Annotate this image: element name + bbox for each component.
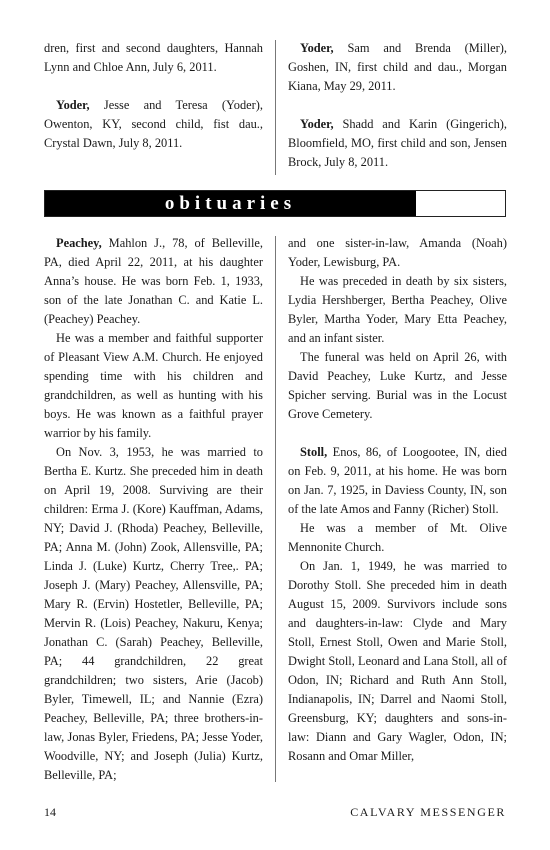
- publication-name: CALVARY MESSENGER: [350, 805, 506, 819]
- obituary-paragraph: [44, 234, 263, 329]
- births-column-left: [44, 39, 263, 153]
- obituary-paragraph: The funeral was held on April 26, with David Peachey, Luke Kurtz, and Jesse Spicher serving. Burial was in the Locust Grove Cemetery.: [288, 350, 507, 421]
- family-name: Yoder,: [300, 41, 334, 55]
- section-banner: [44, 190, 506, 217]
- obituary-name: Peachey,: [56, 236, 102, 250]
- family-name: Yoder,: [300, 117, 334, 131]
- births-column-right: [288, 39, 507, 172]
- birth-entry-text: Jesse and Teresa (Yoder), Owenton, KY, second child, fist dau., Crystal Dawn, July 8, 2011.: [44, 98, 263, 150]
- birth-entry-text: Shadd and Karin (Gingerich), Bloomfield, MO, first child and son, Jensen Brock, July 8, 2011.: [288, 117, 507, 169]
- obituaries-column-left: [44, 234, 263, 785]
- birth-entry-continued: dren, first and second daughters, Hannah Lynn and Chloe Ann, July 6, 2011.: [44, 41, 263, 74]
- birth-entry: [44, 96, 263, 153]
- page-number: 14: [44, 805, 56, 819]
- section-title: obituaries: [164, 193, 297, 214]
- obituary-paragraph: [288, 443, 507, 519]
- family-name: Yoder,: [56, 98, 90, 112]
- obituary-name: Stoll,: [300, 445, 328, 459]
- obituary-paragraph-continued: and one sister-in-law, Amanda (Noah) Yoder, Lewisburg, PA.: [288, 236, 507, 269]
- obituary-paragraph: He was preceded in death by six sisters, Lydia Hershberger, Bertha Peachey, Olive Byler, Martha Yoder, Mary Etta Peachey, and an infant sister.: [288, 274, 507, 345]
- obituary-text: Enos, 86, of Loogootee, IN, died on Feb. 9, 2011, at his home. He was born on Jan. 7, 1925, in Daviess County, IN, son of the late Amos and Fanny (Richer) Stoll.: [288, 445, 507, 516]
- birth-entry-text: Sam and Brenda (Miller), Goshen, IN, first child and dau., Morgan Kiana, May 29, 2011.: [288, 41, 507, 93]
- obituary-paragraph: On Jan. 1, 1949, he was married to Dorothy Stoll. She preceded him in death August 15, 2009. Survivors include sons and daughters-in-law: Clyde and Mary Stoll, Ernest Stoll, Owen and Marie Stoll, Dwight Stoll, Leonard and Lana Stoll, all of Odon, IN; Richard and Ruth Ann Stoll, Indianapolis, IN; Darrel and Naomi Stoll, Greensburg, KY; daughters and sons-in-law: Diann and Gary Wagler, Odon, IN; Rosann and Omar Miller,: [288, 559, 507, 763]
- obituary-paragraph: He was a member of Mt. Olive Mennonite Church.: [288, 521, 507, 554]
- column-divider-top: [275, 40, 276, 175]
- obituaries-column-right: [288, 234, 507, 766]
- birth-entry: [288, 39, 507, 96]
- obituary-text: Mahlon J., 78, of Belleville, PA, died April 22, 2011, at his daughter Anna’s house. He was born Feb. 1, 1933, son of the late Jonathan C. and Katie L. (Peachey) Peachey.: [44, 236, 263, 326]
- birth-entry: [288, 115, 507, 172]
- obituary-paragraph: On Nov. 3, 1953, he was married to Bertha E. Kurtz. She preceded him in death on April 19, 2008. Surviving are their children: Erma J. (Kore) Kauffman, Adams, NY; David J. (Rhoda) Peachey, Belleville, PA; Anna M. (John) Zook, Allensville, PA; Linda J. (Luke) Kurtz, Cherry Tree,. PA; Joseph J. (Mary) Peachey, Allensville, PA; Mary R. (Ervin) Hostetler, Belleville, PA; Mervin R. (Lois) Peachey, Nakuru, Kenya; Jonathan C. (Sarah) Peachey, Belleville, PA; 44 grandchildren, 22 great grandchildren; two sisters, Arie (Jacob) Byler, Timewell, IL; and Nannie (Ezra) Peachey, Belleville, PA; three brothers-in-law, Jonas Byler, Friedens, PA; Jesse Yoder, Woodville, NY; and Joseph (Julia) Kurtz, Belleville, PA;: [44, 445, 263, 782]
- column-divider-bottom: [275, 236, 276, 782]
- obituary-paragraph: He was a member and faithful supporter of Pleasant View A.M. Church. He enjoyed spending time with his children and grandchildren, as well as hunting with his boys. He was known as a faithful prayer warrior by his family.: [44, 331, 263, 440]
